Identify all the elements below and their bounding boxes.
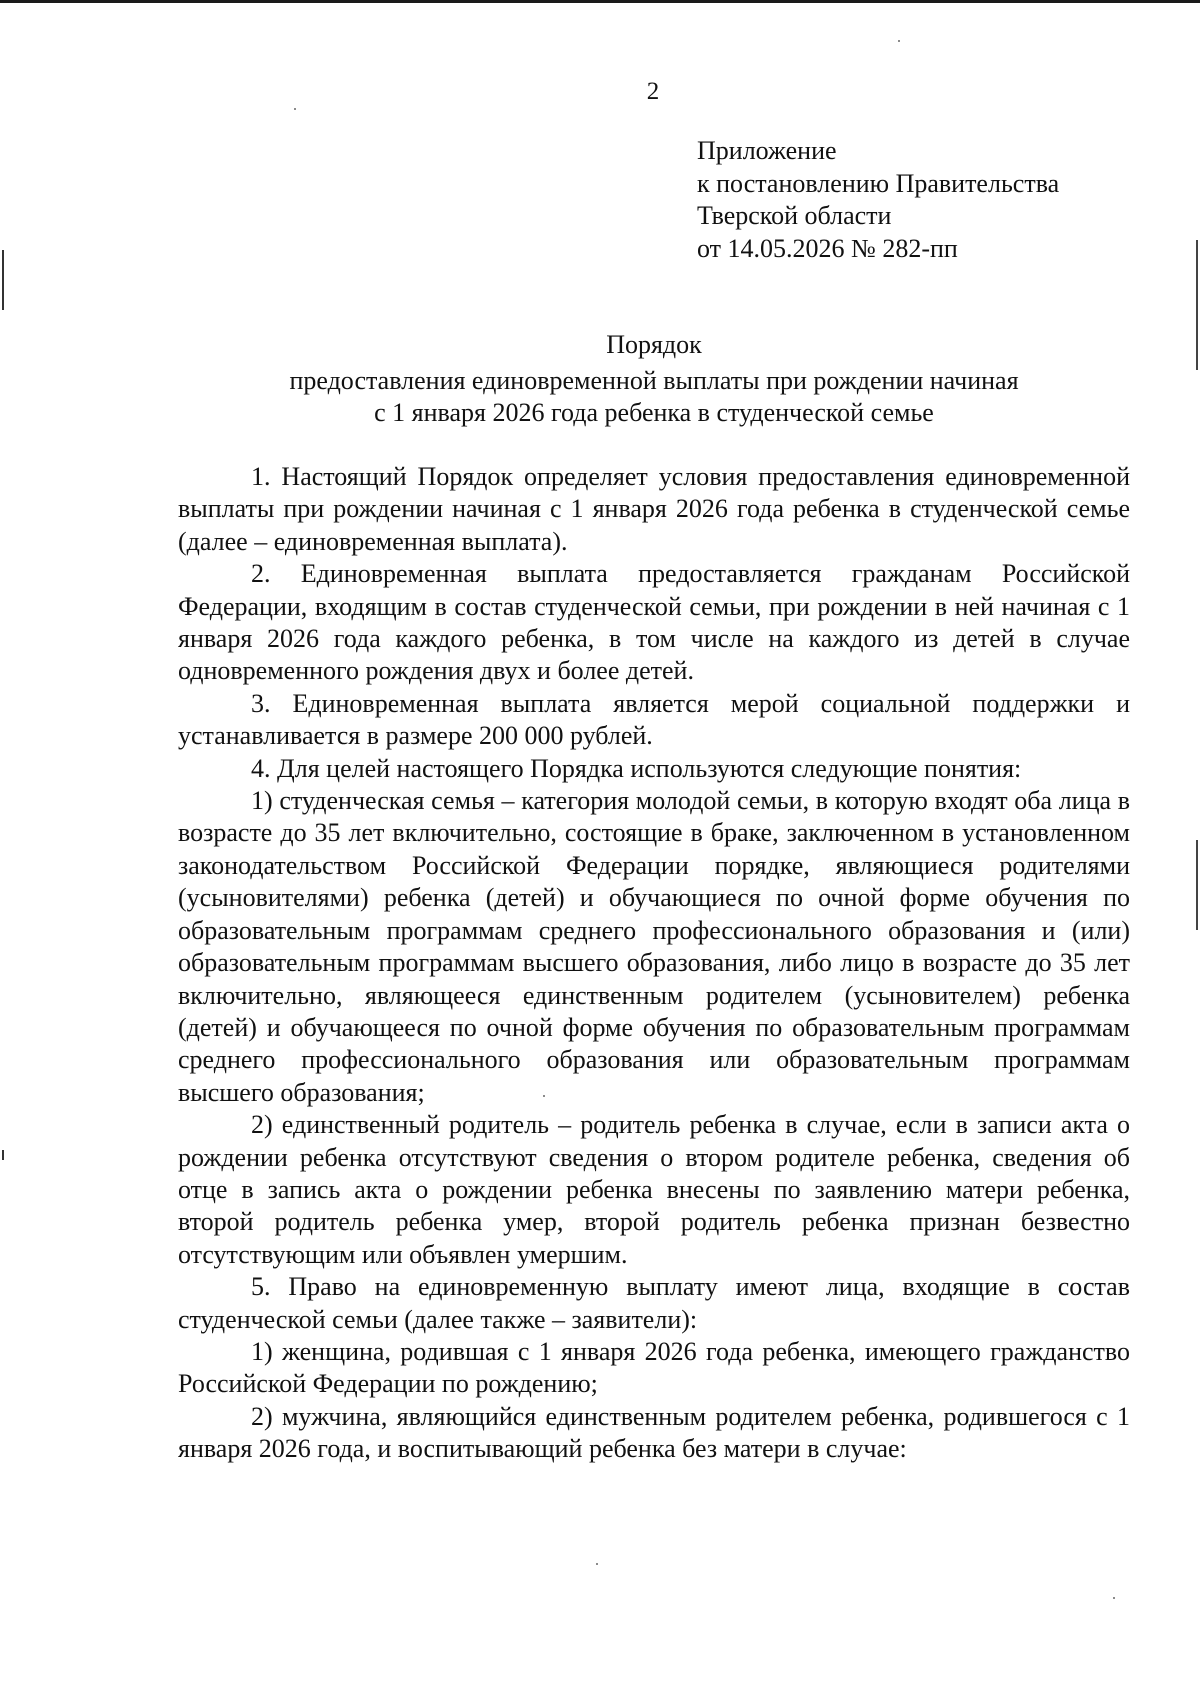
paragraph-4-item-1: 1) студенческая семья – категория молодой семьи, в которую входят оба лица в возрасте до 35 лет включительно, состоящие в браке, заключенном в установленном законодательством Российской Федерации порядке, являющиеся родителями (усыновителями) ребенка (детей) и обучающиеся по очной форме обучения по образовательным программам среднего профессионального образования и (или) образовательным программам высшего образования, либо лицо в возрасте до 35 лет включительно, являющееся единственным родителем (усыновителем) ребенка (детей) и обучающееся по очной форме обучения по образовательным программам среднего профессионального образования или образовательным программам высшего образования; — [178, 786, 1130, 1107]
appendix-line: к постановлению Правительства — [697, 168, 1060, 198]
appendix-line: Приложение — [697, 136, 837, 165]
appendix-line: Тверской области — [697, 201, 892, 230]
subtitle-line: с 1 января 2026 года ребенка в студенческой семье — [374, 397, 934, 427]
document-body — [178, 461, 1130, 1466]
paragraph-4: 4. Для целей настоящего Порядка используются следующие понятия: — [251, 753, 1022, 783]
paragraph-1: 1. Настоящий Порядок определяет условия предоставления единовременной выплаты при рождении начиная с 1 января 2026 года ребенка в студенческой семье (далее – единовременная выплата). — [178, 462, 1130, 556]
scan-top-edge — [0, 0, 1200, 3]
paragraph-2: 2. Единовременная выплата предоставляется гражданам Российской Федерации, входящим в состав студенческой семьи, при рождении в ней начиная с 1 января 2026 года каждого ребенка, в том числе на каждого из детей в случае одновременного рождения двух и более детей. — [178, 559, 1130, 686]
paragraph-5-item-2: 2) мужчина, являющийся единственным родителем ребенка, родившегося с 1 января 2026 года, и воспитывающий ребенка без матери в случае: — [178, 1401, 1130, 1464]
subtitle-line: предоставления единовременной выплаты при рождении начиная — [289, 366, 1019, 395]
paragraph-3: 3. Единовременная выплата является мерой социальной поддержки и устанавливается в размере 200 000 рублей. — [178, 688, 1130, 751]
paragraph-4-item-2: 2) единственный родитель – родитель ребенка в случае, если в записи акта о рождении ребенка отсутствуют сведения о втором родителе ребенка, сведения об отце в запись акта о рождении ребенка внесены по заявлению матери ребенка, второй родитель ребенка умер, второй родитель ребенка признан безвестно отсутствующим или объявлен умершим. — [178, 1110, 1130, 1269]
paragraph-5-item-1: 1) женщина, родившая с 1 января 2026 года ребенка, имеющего гражданство Российской Федерации по рождению; — [178, 1336, 1130, 1399]
appendix-block — [697, 135, 1059, 265]
scan-speck — [596, 1563, 598, 1565]
page-number: 2 — [646, 78, 660, 105]
document-title: Порядок — [606, 330, 702, 359]
paragraph-5: 5. Право на единовременную выплату имеют лица, входящие в состав студенческой семьи (далее также – заявители): — [178, 1272, 1130, 1334]
scan-edge-mark — [2, 1150, 4, 1160]
scan-speck — [1113, 1597, 1115, 1599]
scan-edge-mark — [2, 250, 4, 310]
scan-edge-mark — [1196, 840, 1198, 930]
appendix-date-line: от 14.05.2026 № 282-пп — [697, 233, 958, 263]
document-subtitle — [180, 365, 1128, 428]
scan-speck — [294, 108, 296, 110]
scan-edge-mark — [1196, 240, 1198, 370]
scan-speck — [898, 40, 900, 42]
